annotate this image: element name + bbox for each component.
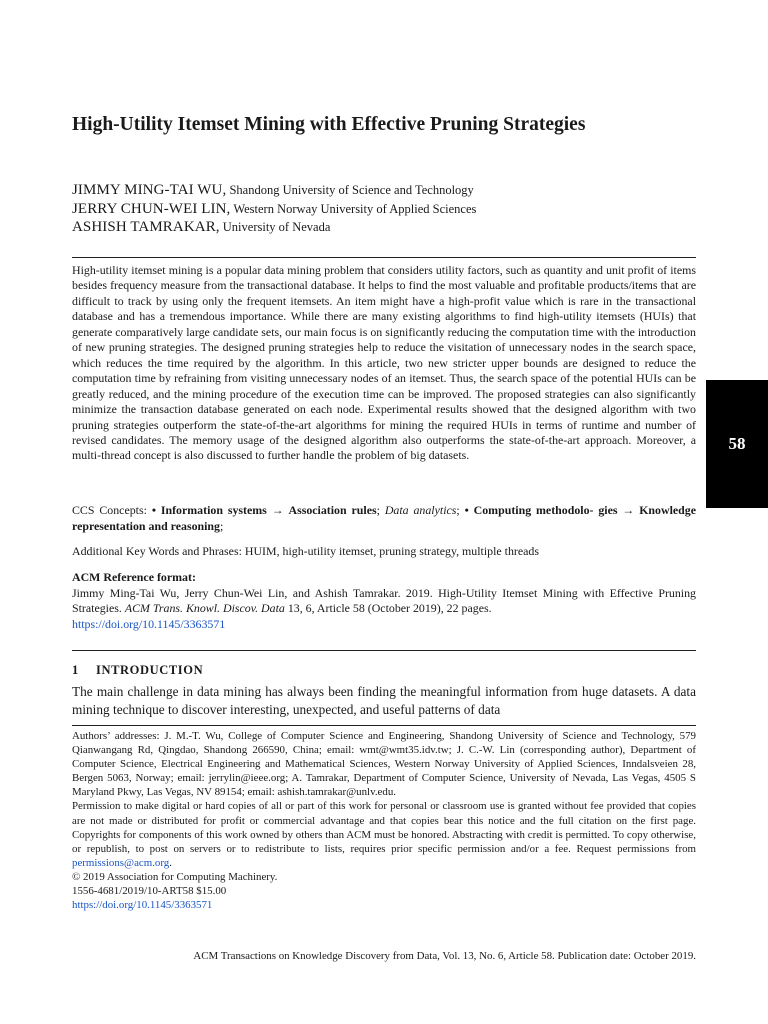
author-name: ASHISH TAMRAKAR, xyxy=(72,219,220,235)
ccs-bullet-information-systems: • Information systems xyxy=(151,503,267,517)
paper-title: High-Utility Itemset Mining with Effective Pruning Strategies xyxy=(72,114,586,135)
article-number: 58 xyxy=(728,434,746,453)
footnote-addresses: Authors’ addresses: J. M.-T. Wu, College of Computer Science and Engineering, Shandong University of Science and Technology, 579 Qianwangang Rd, Qingdao, Shandong 266590, China; email: wmt@wmt35.idv.tw; J. C.-W. Lin (corresponding author), Department of Computer Science, Electrical Engineering and Mathematical Sciences, Western Norway University of Applied Sciences, Inndalsveien 28, Bergen 5063, Norway; email: jerrylin@ieee.org; A. Tamrakar, Department of Computer Science, University of Nevada, Las Vegas, 4505 S Maryland Pkwy, Las Vegas, NV 89154; email: ashish.tamrakar@unlv.edu. xyxy=(72,730,696,799)
reference-citation: Jimmy Ming-Tai Wu, Jerry Chun-Wei Lin, and Ashish Tamrakar. 2019. High-Utility Itemset Mining with Effective Pruning Strategies. xyxy=(72,585,696,615)
author-entry xyxy=(72,200,696,219)
ccs-arrow: → xyxy=(622,503,635,517)
ccs-lead: CCS Concepts: xyxy=(72,503,147,517)
ccs-data-analytics: Data analytics xyxy=(384,503,457,517)
author-affiliation: Shandong University of Science and Technology xyxy=(229,183,474,197)
author-name: JIMMY MING-TAI WU, xyxy=(72,182,227,198)
ccs-separator: ; xyxy=(456,503,460,517)
reference-journal: ACM Trans. Knowl. Discov. Data xyxy=(124,601,285,615)
acm-reference xyxy=(72,570,696,632)
author-affiliation: Western Norway University of Applied Sciences xyxy=(233,201,477,216)
footnote-issn: 1556-4681/2019/10-ART58 $15.00 xyxy=(72,885,227,898)
running-footer: ACM Transactions on Knowledge Discovery from Data, Vol. 13, No. 6, Article 58. Publication date: October 2019. xyxy=(193,950,696,962)
author-entry xyxy=(72,218,696,237)
permission-text: Permission to make digital or hard copies of all or part of this work for personal or classroom use is granted without fee provided that copies are not made or distributed for profit or commercial advantage and that copies bear this notice and the full citation on the first page. Copyrights for components of this work owned by others than ACM must be honored. Abstracting with credit is permitted. To copy otherwise, or republish, to post on servers or to redistribute to lists, requires prior specific permission and/or a fee. Request permissions from xyxy=(72,800,696,855)
ccs-arrow: → xyxy=(271,503,284,517)
footnote-permission xyxy=(72,799,696,869)
ccs-knowledge-representation: Knowledge representation and reasoning xyxy=(72,503,696,533)
ccs-bullet-computing-methodologies: • Computing methodolo- gies xyxy=(464,503,618,517)
abstract-top-rule xyxy=(72,257,696,258)
section-heading xyxy=(72,661,696,679)
author-entry xyxy=(72,181,696,200)
author-list xyxy=(72,181,696,237)
footnote-rule xyxy=(72,725,696,726)
abstract: High-utility itemset mining is a popular data mining problem that considers utility factors, such as quantity and unit profit of items besides frequency measure from the transactional database. It helps to find the most valuable and profitable products/items that are difficult to track by using only the frequent itemsets. An item might have a high-profit value which is rare in the transactional database and has a tremendous importance. While there are many existing algorithms to find high-utility itemsets (HUIs) that generate comparatively large candidate sets, our main focus is on significantly reducing the computation time with the introduction of new pruning strategies. The designed pruning strategies help to reduce the visitation of unnecessary nodes in the search space, which reduces the time required by the algorithm. In this article, two new stricter upper bounds are designed to reduce the computation time by refraining from visiting unnecessary nodes of an itemset. Thus, the search space of the potential HUIs can be greatly reduced, and the mining procedure of the execution time can be improved. The proposed strategies can also significantly minimize the transaction database generated on each node. Experimental results showed that the designed algorithm with two pruning strategies outperform the state-of-the-art algorithms for mining the required HUIs in terms of runtime and number of revised candidates. The memory usage of the designed algorithm also outperforms the state-of-the-art approach. Moreover, a multi-thread concept is also discussed to further handle the problem of big datasets. xyxy=(72,263,696,463)
reference-heading: ACM Reference format: xyxy=(72,570,196,584)
footnote-copyright: © 2019 Association for Computing Machinery. xyxy=(72,870,278,883)
section-number: 1 xyxy=(72,663,79,677)
paper-page xyxy=(72,0,696,1024)
reference-doi-link[interactable]: https://doi.org/10.1145/3363571 xyxy=(72,616,226,631)
reference-text xyxy=(72,586,696,633)
ccs-concepts xyxy=(72,503,696,534)
ccs-separator: ; xyxy=(376,503,380,517)
ccs-end: ; xyxy=(220,518,224,533)
author-affiliation: University of Nevada xyxy=(222,220,331,234)
article-number-tab xyxy=(706,380,768,508)
keywords: Additional Key Words and Phrases: HUIM, high-utility itemset, pruning strategy, multiple threads xyxy=(72,544,540,558)
permission-end: . xyxy=(169,856,172,869)
author-name: JERRY CHUN-WEI LIN, xyxy=(72,200,231,217)
ccs-association-rules: Association rules xyxy=(288,503,377,517)
introduction-text: The main challenge in data mining has always been finding the meaningful information from huge datasets. A data mining technique to discover interesting, unexpected, and useful patterns of data xyxy=(72,684,696,717)
footnote-doi-link[interactable]: https://doi.org/10.1145/3363571 xyxy=(72,899,213,912)
footnotes xyxy=(72,729,696,912)
reference-details: 13, 6, Article 58 (October 2019), 22 pages. xyxy=(287,601,492,615)
permissions-email-link[interactable]: permissions@acm.org xyxy=(72,856,170,869)
abstract-bottom-rule xyxy=(72,650,696,651)
section-title: INTRODUCTION xyxy=(96,663,204,677)
